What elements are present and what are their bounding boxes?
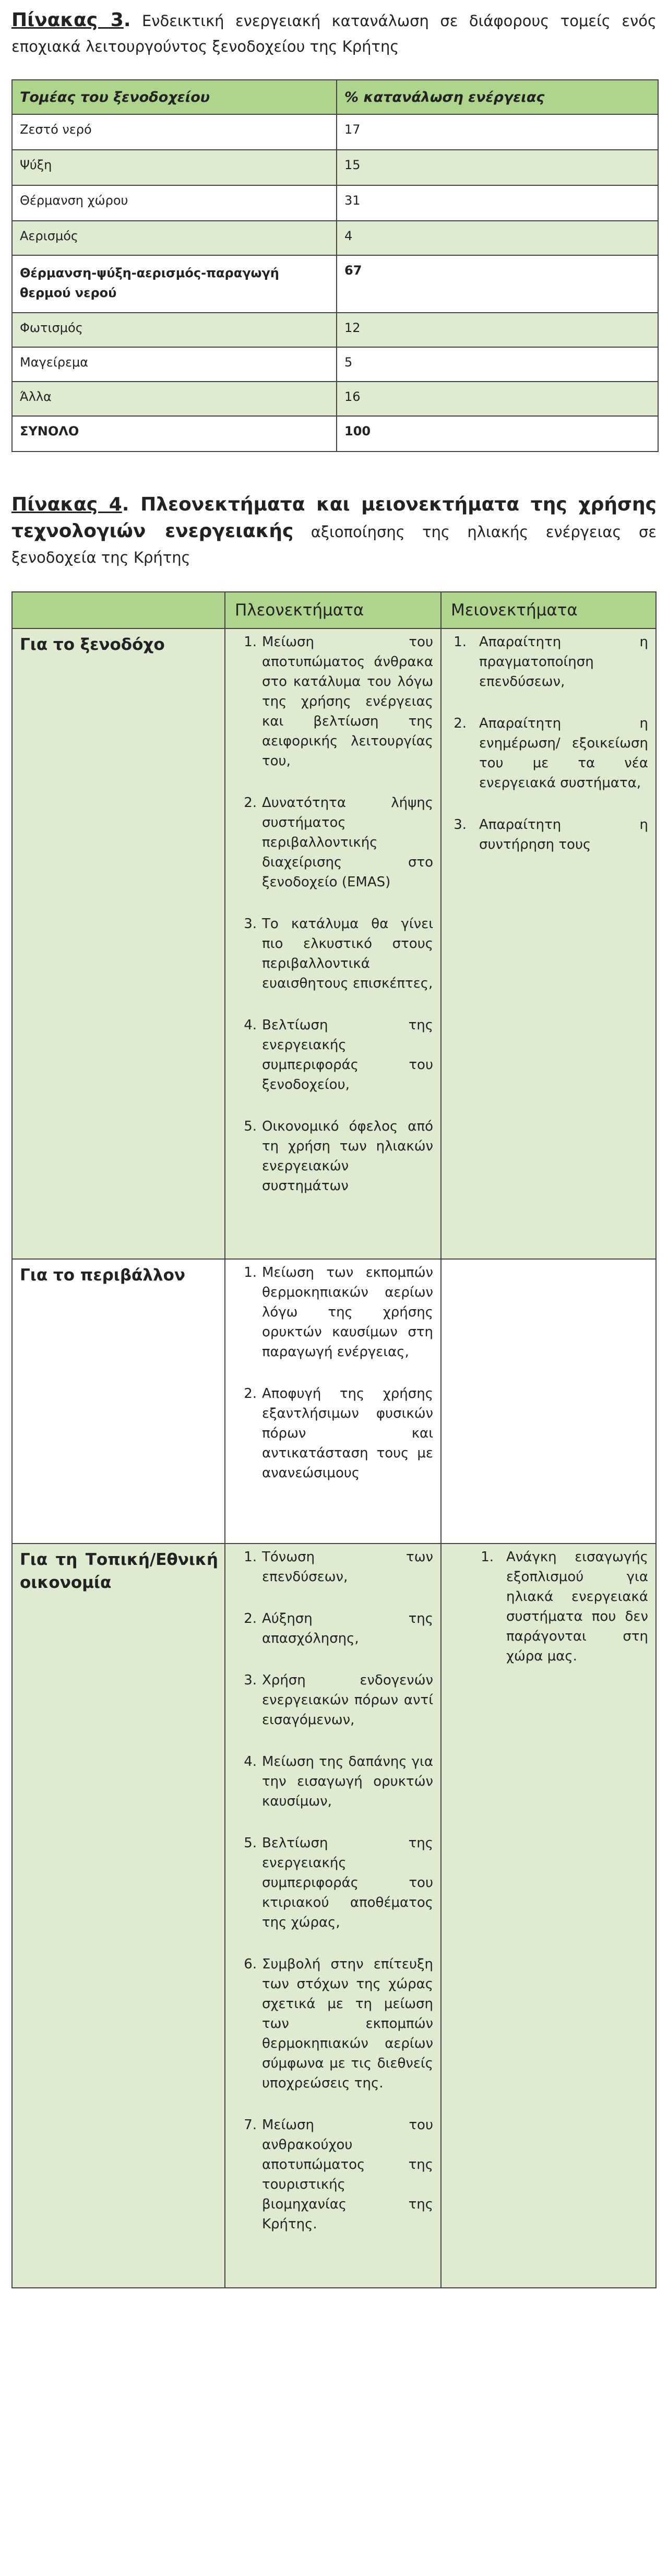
header-category <box>12 592 225 628</box>
header-disadvantages: Μειονεκτήματα <box>441 592 656 628</box>
advantages-list <box>244 1263 433 1483</box>
row-value: 67 <box>337 255 658 313</box>
list-item: 2. Αποφυγή της χρήσης εξαντλήσιμων φυσικών πόρων και αντικατάσταση τους με ανανεώσιμους <box>244 1386 433 1481</box>
list-item: 7. Μείωση του ανθρακούχου αποτυπώματος της τουριστικής βιομηχανίας της Κρήτης. <box>244 2117 433 2232</box>
header-sector: Τομέας του ξενοδοχείου <box>12 80 337 114</box>
list-item: 2. Δυνατότητα λήψης συστήματος περιβαλλοντικής διαχείρισης στο ξενοδοχείο (EMAS) <box>244 795 433 890</box>
table-row <box>12 255 658 313</box>
list-item: 2. Απαραίτητη η ενημέρωση/ εξοικείωση του με τα νέα ενεργειακά συστήματα, <box>454 716 648 791</box>
table3-caption-label: Πίνακας 3 <box>11 9 124 31</box>
table4-caption-label: Πίνακας 4 <box>11 494 122 515</box>
row-sector: Θέρμανση χώρου <box>12 185 337 221</box>
energy-consumption-table <box>11 79 659 452</box>
advantages-hotel <box>225 628 441 1259</box>
pros-cons-table <box>11 591 657 2288</box>
disadvantages-economy <box>441 1544 656 2288</box>
row-value: 15 <box>337 150 658 185</box>
table-total-row <box>12 416 658 452</box>
table4-caption-text: αξιοποίησης της ηλιακής ενέργειας σε ξενοδοχεία της Κρήτης <box>11 523 657 566</box>
list-item: 4. Βελτίωση της ενεργειακής συμπεριφοράς του ξενοδοχείου, <box>244 1017 433 1093</box>
table-row <box>12 185 658 221</box>
list-item: 3. Απαραίτητη η συντήρηση τους <box>454 817 648 852</box>
table4-caption <box>11 493 657 572</box>
list-item: 4. Μείωση της δαπάνης για την εισαγωγή ορυκτών καυσίμων, <box>244 1754 433 1809</box>
row-sector: ΣΥΝΟΛΟ <box>12 416 337 452</box>
disadvantages-list <box>478 1547 648 1666</box>
disadvantages-environment <box>441 1259 656 1544</box>
category-economy: Για τη Τοπική/Εθνική οικονομία <box>12 1544 225 2288</box>
list-item: 1. Τόνωση των επενδύσεων, <box>244 1549 433 1585</box>
list-item: 1. Μείωση των εκπομπών θερμοκηπιακών αερίων λόγω της χρήσης ορυκτών καυσίμων στη παραγωγή ενέργειας, <box>244 1265 433 1360</box>
list-item: 2. Αύξηση της απασχόλησης, <box>244 1611 433 1646</box>
table-row <box>12 150 658 185</box>
table-row <box>12 347 658 382</box>
table-row <box>12 382 658 416</box>
list-item: 1. Απαραίτητη η πραγματοποίηση επενδύσεων, <box>454 634 648 690</box>
advantages-environment <box>225 1259 441 1544</box>
advantages-list <box>244 1547 433 2234</box>
list-item: 1. Ανάγκη εισαγωγής εξοπλισμού για ηλιακά ενεργειακά συστήματα που δεν παράγονται στη χώρα μας. <box>481 1549 648 1664</box>
table-row-hotel <box>12 628 656 1259</box>
row-sector: Θέρμανση-ψύξη-αερισμός-παραγωγή θερμού νερού <box>12 255 337 313</box>
list-item: 1. Μείωση του αποτυπώματος άνθρακα στο κατάλυμα του λόγω της χρήσης ενέργειας και βελτίωση της αειφορικής λειτουργίας του, <box>244 634 433 769</box>
table-header-row <box>12 80 658 114</box>
row-sector: Άλλα <box>12 382 337 416</box>
row-sector: Αερισμός <box>12 221 337 255</box>
row-sector: Φωτισμός <box>12 313 337 347</box>
list-item: 3. Το κατάλυμα θα γίνει πιο ελκυστικό στους περιβαλλοντικά ευαισθητους επισκέπτες, <box>244 916 433 991</box>
disadvantages-list <box>451 632 648 854</box>
advantages-list <box>244 632 433 1196</box>
row-value: 100 <box>337 416 658 452</box>
table3-caption <box>11 8 657 61</box>
list-item: 6. Συμβολή στην επίτευξη των στόχων της χώρας σχετικά με τη μείωση των εκπομπών θερμοκηπιακών αερίων σύμφωνα με τις διεθνείς υποχρεώσεις της. <box>244 1956 433 2091</box>
list-item: 3. Χρήση ενδογενών ενεργειακών πόρων αντί εισαγόμενων, <box>244 1672 433 1728</box>
table-row <box>12 114 658 150</box>
header-advantages: Πλεονεκτήματα <box>225 592 441 628</box>
row-value: 4 <box>337 221 658 255</box>
row-sector: Μαγείρεμα <box>12 347 337 382</box>
table-row-environment <box>12 1259 656 1544</box>
advantages-economy <box>225 1544 441 2288</box>
list-item: 5. Οικονομικό όφελος από τη χρήση των ηλιακών ενεργειακών συστημάτων <box>244 1119 433 1194</box>
category-environment: Για το περιβάλλον <box>12 1259 225 1544</box>
table-row <box>12 313 658 347</box>
header-percentage: % κατανάλωση ενέργειας <box>337 80 658 114</box>
category-hotel: Για το ξενοδόχο <box>12 628 225 1259</box>
row-value: 5 <box>337 347 658 382</box>
table-row <box>12 221 658 255</box>
row-sector: Ζεστό νερό <box>12 114 337 150</box>
row-sector: Ψύξη <box>12 150 337 185</box>
row-value: 16 <box>337 382 658 416</box>
list-item: 5. Βελτίωση της ενεργειακής συμπεριφοράς του κτιριακού αποθέματος της χώρας, <box>244 1835 433 1930</box>
table3-caption-dot: . <box>123 9 131 31</box>
row-value: 31 <box>337 185 658 221</box>
table3-caption-text: Ενδεικτική ενεργειακή κατανάλωση σε διάφορους τομείς ενός εποχιακά λειτουργούντος ξενοδοχείου της Κρήτης <box>11 12 657 55</box>
disadvantages-hotel <box>441 628 656 1259</box>
table-header-row <box>12 592 656 628</box>
table4-caption-bold: . Πλεονεκτήματα και μειονεκτήματα της χρήσης τεχνολογιών ενεργειακής <box>11 494 657 542</box>
row-value: 12 <box>337 313 658 347</box>
table-row-economy <box>12 1544 656 2288</box>
row-value: 17 <box>337 114 658 150</box>
